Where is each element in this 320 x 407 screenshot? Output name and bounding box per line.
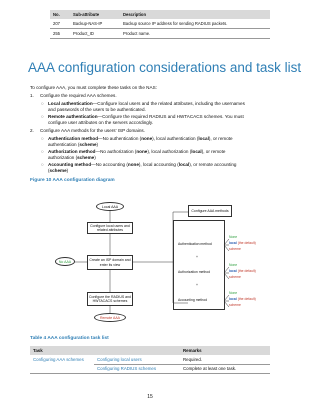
item-term: Local authentication <box>48 101 93 106</box>
task-link[interactable]: Configuring RADIUS schemes <box>94 364 180 374</box>
column-header: Description <box>120 10 270 19</box>
item-text: ) <box>96 142 99 147</box>
local-users-box: Configure local users and related attributes <box>87 222 133 234</box>
table-cell: Product name. <box>120 29 270 39</box>
option-none: None <box>229 291 238 295</box>
page-number: 15 <box>147 394 153 400</box>
column-header: No. <box>50 10 70 19</box>
option-scheme: scheme <box>229 247 241 251</box>
item-term: Authorization method <box>48 149 96 154</box>
table-caption: Table 4 AAA configuration task list <box>30 336 109 341</box>
plus-sign: + <box>196 283 198 287</box>
task-link[interactable]: Configuring local users <box>94 355 180 364</box>
table-row <box>50 19 270 29</box>
item-text: —No authentication ( <box>98 136 142 141</box>
option-local <box>229 241 256 245</box>
table-cell: Backup source IP address for sending RADIUS packets. <box>120 19 270 29</box>
item-term: Authentication method <box>48 136 99 141</box>
aaa-diagram <box>55 200 260 325</box>
bullet-marker: ○ <box>41 114 44 119</box>
option-local <box>229 269 256 273</box>
isp-domain-box: Create an ISP domain and enter its view <box>87 255 133 270</box>
item-text-continued <box>48 155 96 161</box>
table-cell: 207 <box>50 19 70 29</box>
item-text: authorization ( <box>48 155 78 160</box>
option-local-keyword: local <box>229 269 237 273</box>
item-text: ), or remote <box>201 149 226 154</box>
item-term: Accounting method <box>48 162 92 167</box>
item-text: ) <box>94 155 96 160</box>
keyword: scheme <box>77 155 95 160</box>
table-row <box>30 355 270 364</box>
option-scheme: scheme <box>229 275 241 279</box>
item-text: ), local authentication ( <box>152 136 199 141</box>
list-item <box>48 162 236 168</box>
keyword: local <box>198 136 209 141</box>
default-note: (the default) <box>237 297 256 301</box>
keyword: local <box>178 162 190 167</box>
bullet-marker: ○ <box>41 149 44 154</box>
item-text-continued <box>48 168 68 174</box>
default-note: (the default) <box>237 241 256 245</box>
task-group-link[interactable]: Configuring AAA schemes <box>30 355 94 374</box>
local-aaa-node: Local AAA <box>96 202 124 211</box>
item-text: —No accounting ( <box>91 162 128 167</box>
item-text: ) <box>66 168 69 173</box>
option-none: None <box>229 263 238 267</box>
authorization-method-label: Authorization method <box>178 270 211 274</box>
table-header-row <box>30 346 270 355</box>
keyword: scheme <box>79 142 97 147</box>
step-text: Configure the required AAA schemes. <box>40 93 117 98</box>
option-local-keyword: local <box>229 241 237 245</box>
attribute-table <box>50 10 270 39</box>
no-aaa-node: No AAA <box>55 257 75 266</box>
item-text: ( <box>48 168 50 173</box>
remote-aaa-node: Remote AAA <box>94 313 126 322</box>
figure-caption: Figure 10 AAA configuration diagram <box>30 178 115 183</box>
plus-sign: + <box>196 255 198 259</box>
intro-text: To configure AAA, you must complete these tasks on the NAS: <box>30 85 157 90</box>
table-cell: Backup-NAS-IP <box>70 19 120 29</box>
table-row <box>50 29 270 39</box>
item-text: ), local accounting ( <box>138 162 179 167</box>
methods-frame <box>173 220 225 310</box>
item-text-continued: configure user attributes on the servers accordingly. <box>48 120 154 125</box>
item-text: —Configure local users and the related attributes, including the usernames <box>92 101 245 106</box>
option-local <box>229 297 256 301</box>
bullet-marker: ○ <box>41 162 44 167</box>
authentication-method-label: Authentication method <box>178 242 212 246</box>
keyword: scheme <box>49 168 67 173</box>
accounting-method-label: Accounting method <box>178 298 208 302</box>
item-text: ), local authorization ( <box>147 149 192 154</box>
table-header-row <box>50 10 270 19</box>
column-spacer <box>94 346 180 355</box>
item-text-continued <box>48 142 98 148</box>
item-text: —No authorization ( <box>95 149 137 154</box>
bullet-marker: ○ <box>41 101 44 106</box>
bullet-marker: ○ <box>41 136 44 141</box>
step-number: 2. <box>30 128 34 133</box>
step-number: 1. <box>30 93 34 98</box>
item-text: authentication ( <box>48 142 80 147</box>
section-heading: AAA configuration considerations and task list <box>28 60 302 75</box>
option-local-keyword: local <box>229 297 237 301</box>
option-none: None <box>229 235 238 239</box>
item-term: Remote authentication <box>48 114 98 119</box>
column-header: Remarks <box>180 346 270 355</box>
table-cell: Product_ID <box>70 29 120 39</box>
radius-scheme-box: Configure the RADIUS and HWTACACS schemes <box>87 292 133 306</box>
step-text: Configure AAA methods for the users' ISP domains. <box>40 128 145 133</box>
keyword: local <box>191 149 202 154</box>
column-header: Task <box>30 346 94 355</box>
item-text: ), or remote <box>208 136 233 141</box>
keyword: none <box>127 162 139 167</box>
default-note: (the default) <box>237 269 256 273</box>
task-remark: Required. <box>180 355 270 364</box>
item-text-continued: and passwords of the users to be authenticated. <box>48 107 146 112</box>
column-header: Sub-attribute <box>70 10 120 19</box>
task-remark: Complete at least one task. <box>180 364 270 374</box>
item-text: —Configure the required RADIUS and HWTACACS schemes. You must <box>97 114 244 119</box>
table-cell: 255 <box>50 29 70 39</box>
aaa-methods-box: Configure AAA methods <box>188 205 232 217</box>
keyword: none <box>136 149 148 154</box>
option-scheme: scheme <box>229 303 241 307</box>
item-text: ), or remote accounting <box>189 162 237 167</box>
task-table <box>30 346 270 374</box>
keyword: none <box>141 136 153 141</box>
